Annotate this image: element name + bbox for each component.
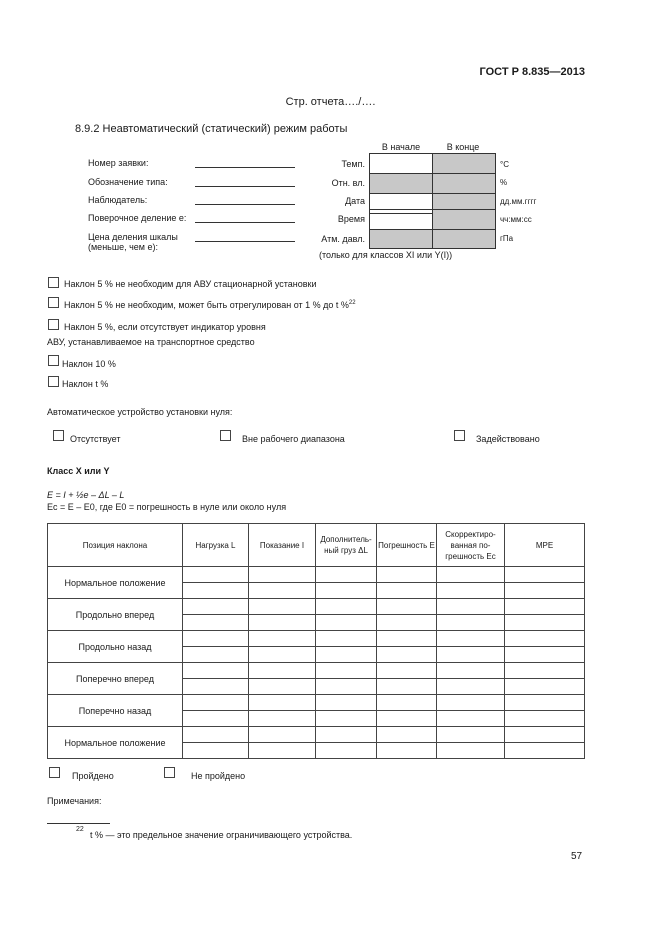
- report-page-ref: Стр. отчета…./….: [285, 96, 376, 108]
- cond-label-temp: Темп.: [341, 159, 365, 169]
- col-head-end: В конце: [446, 142, 480, 152]
- field-line-observer[interactable]: [195, 195, 295, 205]
- field-line-division[interactable]: [195, 213, 295, 223]
- checkbox-failed[interactable]: [164, 767, 175, 778]
- table-row: [48, 663, 585, 679]
- page-number: 57: [571, 851, 583, 862]
- row-label-normal-1: Нормальное положение: [48, 567, 183, 599]
- field-line-scale[interactable]: [195, 232, 295, 242]
- option-label-tilt-t: Наклон t %: [62, 379, 109, 389]
- checkbox-tilt-t[interactable]: [48, 376, 59, 387]
- result-passed-label: Пройдено: [72, 771, 114, 781]
- table-row: [48, 631, 585, 647]
- cond-unit-pressure: гПа: [500, 234, 514, 243]
- th-reading: Показание I: [249, 524, 316, 567]
- field-label-scale: Цена деления шкалы: [88, 232, 178, 242]
- cond-unit-humidity: %: [500, 178, 508, 187]
- cond-cell-time-start[interactable]: [369, 209, 433, 230]
- col-head-start: В начале: [381, 142, 421, 152]
- row-label-lateral-forward: Поперечно вперед: [48, 663, 183, 695]
- checkbox-passed[interactable]: [49, 767, 60, 778]
- th-extra-load: Дополнитель-ный груз ΔL: [316, 524, 377, 567]
- zero-choice-absent: Отсутствует: [70, 434, 121, 444]
- checkbox-tilt-5-no-indicator[interactable]: [48, 319, 59, 330]
- th-mpe: МРЕ: [505, 524, 585, 567]
- field-line-request[interactable]: [195, 158, 295, 168]
- field-line-type[interactable]: [195, 177, 295, 187]
- formula-error: E = I + ½e – ΔL – L: [47, 490, 125, 500]
- th-load: Нагрузка L: [183, 524, 249, 567]
- checkbox-zero-active[interactable]: [454, 430, 465, 441]
- cond-cell-temp-end[interactable]: [432, 153, 496, 174]
- table-row: [48, 695, 585, 711]
- field-label-observer: Наблюдатель:: [88, 195, 148, 205]
- zero-choice-active: Задействовано: [476, 434, 540, 444]
- standard-header: ГОСТ Р 8.835—2013: [479, 66, 585, 78]
- footnote-ref: 22: [348, 300, 356, 306]
- field-label-type: Обозначение типа:: [88, 177, 168, 187]
- field-label-division: Поверочное деление е:: [88, 213, 187, 223]
- th-error: Погрешность E: [377, 524, 437, 567]
- th-position: Позиция наклона: [48, 524, 183, 567]
- cond-unit-temp: °C: [500, 160, 509, 169]
- checkbox-tilt-5-fixed[interactable]: [48, 277, 59, 288]
- checkbox-tilt-10[interactable]: [48, 355, 59, 366]
- option-label-tilt-10: Наклон 10 %: [62, 359, 116, 369]
- field-note-scale: (меньше, чем е):: [88, 242, 158, 252]
- table-row: [48, 599, 585, 615]
- row-label-backward: Продольно назад: [48, 631, 183, 663]
- cond-label-humidity: Отн. вл.: [331, 178, 365, 188]
- option-label-tilt-5-fixed: Наклон 5 % не необходим для АВУ стационарной установки: [64, 279, 317, 289]
- footnote-rule: [47, 823, 110, 824]
- cond-label-time: Время: [337, 214, 365, 224]
- zero-device-title: Автоматическое устройство установки нуля:: [47, 407, 233, 417]
- results-table: [47, 523, 585, 759]
- table-row: [48, 727, 585, 743]
- footnote-text: t % — это предельное значение ограничивающего устройства.: [90, 830, 353, 840]
- notes-label: Примечания:: [47, 796, 102, 806]
- row-label-lateral-backward: Поперечно назад: [48, 695, 183, 727]
- cond-cell-humidity-end[interactable]: [432, 173, 496, 194]
- field-label-request: Номер заявки:: [88, 158, 149, 168]
- cond-unit-time: чч:мм:сс: [500, 215, 532, 224]
- cond-cell-time-end[interactable]: [432, 209, 496, 230]
- cond-label-date: Дата: [345, 196, 365, 206]
- th-corrected-error: Скорректиро-ванная по-грешность Ec: [437, 524, 505, 567]
- checkbox-tilt-5-adjustable[interactable]: [48, 297, 59, 308]
- checkbox-zero-out-of-range[interactable]: [220, 430, 231, 441]
- cond-cell-pressure-end[interactable]: [432, 229, 496, 249]
- conditions-note: (только для классов XI или Y(I)): [319, 250, 453, 260]
- row-label-forward: Продольно вперед: [48, 599, 183, 631]
- result-failed-label: Не пройдено: [191, 771, 246, 781]
- row-label-normal-2: Нормальное положение: [48, 727, 183, 759]
- option-label-vehicle: АВУ, устанавливаемое на транспортное средство: [47, 337, 255, 347]
- zero-choice-out-of-range: Вне рабочего диапазона: [242, 434, 345, 444]
- checkbox-zero-absent[interactable]: [53, 430, 64, 441]
- footnote-number: 22: [76, 826, 84, 833]
- cond-label-pressure: Атм. давл.: [321, 234, 365, 244]
- section-title: 8.9.2 Неавтоматический (статический) режим работы: [75, 123, 348, 135]
- cond-cell-temp-start[interactable]: [369, 153, 433, 174]
- cond-cell-pressure-start[interactable]: [369, 229, 433, 249]
- cond-unit-date: дд.мм.гггг: [500, 197, 537, 206]
- cond-cell-humidity-start[interactable]: [369, 173, 433, 194]
- class-title: Класс X или Y: [47, 466, 110, 476]
- table-row: [48, 567, 585, 583]
- option-label-tilt-5-adjustable: Наклон 5 % не необходим, может быть отрегулирован от 1 % до t %$^{22}$: [64, 300, 356, 310]
- formula-corrected: Ec = E – E0, где E0 = погрешность в нуле или около нуля: [47, 502, 287, 512]
- option-label-tilt-5-no-indicator: Наклон 5 %, если отсутствует индикатор уровня: [64, 322, 266, 332]
